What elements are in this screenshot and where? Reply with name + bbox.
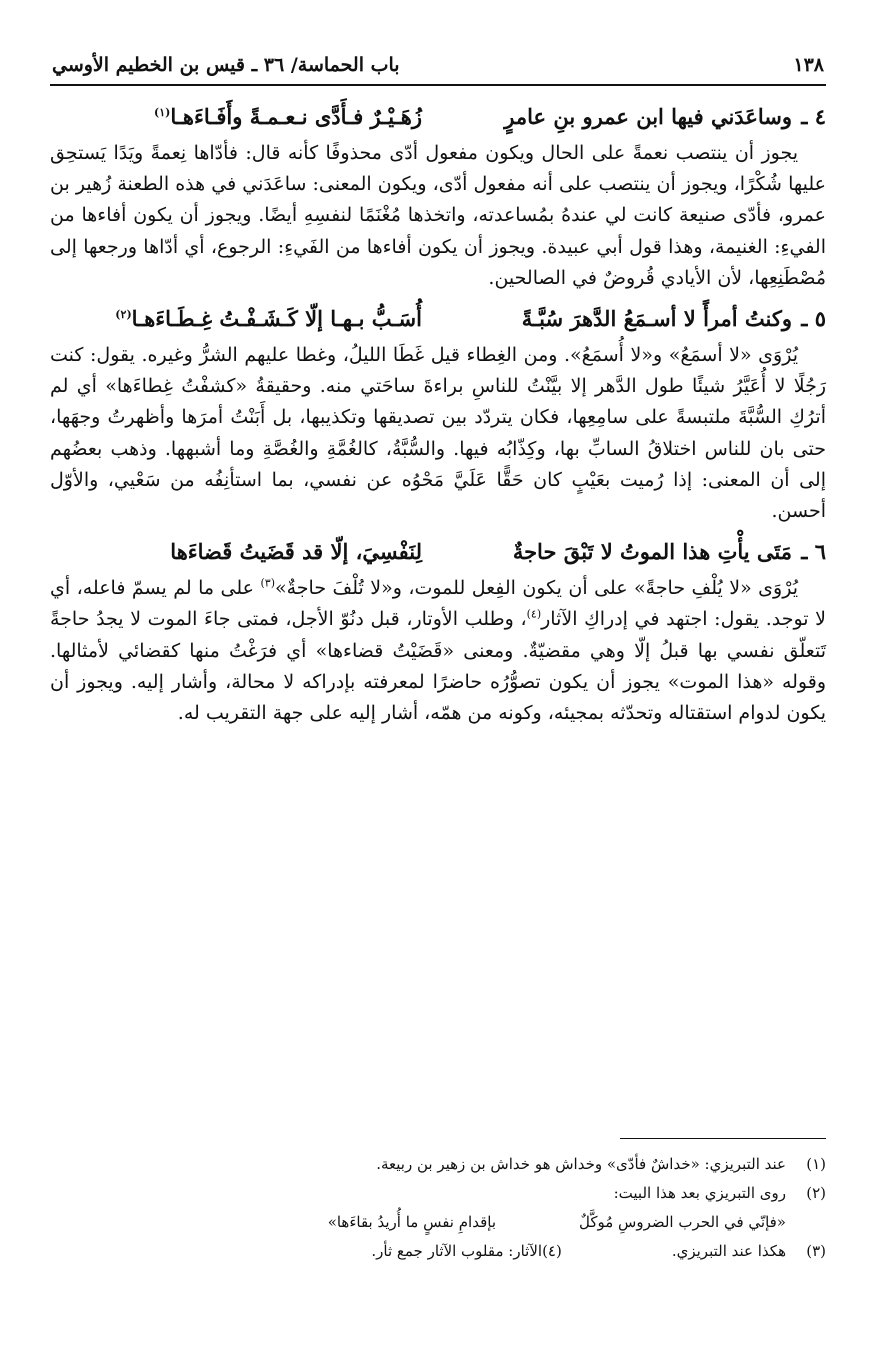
commentary-text: ، وطلب الأوتار، قبل دنُوّ الأجل، فمتى جاءَ الموت لا يجدُ حاجةً تَتعلّق نفسي بها قبلُ إلّا وهي مقضيّةٌ. ومعنى «قَضَيْتُ قضاءها» أي فرَغْتُ منها كقضائي لأمثالها. وقوله «هذا الموت» يجوز أن يكون تصوُّرُه حاضرًا لمعرفته بإدراكه لا محالة، وأشار إليه. ويجوز أن يكون لدوام استقتاله وتحدّثه بمجيئه، وكونه من همّه، أشار إليه على جهة التقريب له.	[50, 608, 826, 725]
running-header	[50, 48, 826, 86]
verse-second-hemistich: لِنَفْسِيَ، إلّا قد قَضَيتُ قَضاءَها	[170, 539, 422, 565]
verse-6	[50, 535, 826, 569]
footnote-1	[50, 1150, 826, 1179]
footnote-text: هكذا عند التبريزي.	[671, 1242, 786, 1260]
footnote-marker: (٢)	[115, 308, 132, 322]
commentary-text: يُرْوَى «لا يُلْفِ حاجةً» على أن يكون الفِعل للموت، و«لا تُلْفَ حاجةٌ»	[274, 577, 798, 600]
footnote-2	[50, 1179, 826, 1208]
verse-5	[50, 302, 826, 336]
footnote-number: (٢)	[806, 1184, 826, 1202]
commentary-paragraph	[50, 573, 826, 729]
verse-number: ٦ ـ	[801, 539, 826, 565]
verse-second-hemistich	[50, 100, 422, 134]
commentary-paragraph: يُرْوَى «لا أسمَعُ» و«لا أُسمَعُ». ومن الغِطاء قيل غَطَا الليلُ، وغطا عليهم الشرُّ وغيره. يقول: كنت رَجُلًا لا أُعَيَّرُ شيئًا طول الدَّهر إلا بيَّنْتُ للناسِ براءةَ ساحَتي منه. وحقيقةُ «كشفْتُ غِطاءَها» أي لم أترُكِ السُّبَّةَ ملتبسةً على سامِعِها، فكان يتردّد بين تصديقها وتكذيبها، بل أَبَنْتُ أمرَها وأظهرتُ وجهَها، حتى بان للناس اختلاقُ السابِّ بها، وكِذّابُه فيها. والسُّبَّةُ، كالغُمَّةِ والغُصَّةِ وما أشبهها. وذهب بعضُهم إلى أن المعنى: إذا رُميت بعَيْبٍ كان حَقًّا عَلَيَّ مَحْوُه عن نفسي، بما استأنِفُه من سَعْيي، والأوّل أحسن.	[50, 344, 826, 523]
verse-first-hemistich: وساعَدَني فيها ابن عمرو بنِ عامرٍ	[504, 104, 792, 129]
footnote-3-4	[50, 1237, 826, 1266]
couplet-first-hemistich: «فإنّي في الحرب الضروسِ مُوكَّلٌ	[578, 1213, 786, 1231]
verse-4	[50, 100, 826, 134]
verse-first-hemistich: وكنتُ أمرأً لا أسـمَعُ الدَّهرَ سُبَّـةً	[521, 306, 792, 332]
commentary-text: على ما لم يسمّ فاعله، أي لا توجد. يقول: اجتهد في إدراكِ الآثار	[50, 577, 827, 631]
footnote-number: (١)	[806, 1155, 826, 1173]
footnote-text: الآثار: مقلوب الآثار جمع ثأر.	[371, 1242, 543, 1260]
footnote-text: روى التبريزي بعد هذا البيت:	[613, 1184, 786, 1202]
couplet-second-hemistich: بإقدامِ نفسٍ ما أُريدُ بقاءَها»	[327, 1213, 496, 1231]
commentary-paragraph: يجوز أن ينتصب نعمةً على الحال ويكون مفعول أدّى محذوفًا كأنه قال: فأدّاها نِعمةً ويَدًا يَستحِق عليها شُكْرًا، ويجوز أن ينتصب على أنه مفعول أدّى، ويكون المعنى: ساعَدَني في هذه الطعنة زُهير بن عمرو، فأدّى صنيعة كانت لي عندهُ بمُساعدته، واتخذها مُغْنَمًا لنفسِهِ أيضًا. ويجوز أن يكون أفاءها من الفيءِ: الغنيمة، وهذا قول أبي عبيدة. ويجوز أن يكون أفاءها من الفَيءِ: الرجوع، أي أدّاها ورجعها إلى مُصْطَنِعِها، لأن الأيادي قُروضٌ في الصالحين.	[50, 142, 826, 289]
footnote-text: عند التبريزي: «خداشٌ فأدّى» وخداش هو خداش بن زهير بن ربيعة.	[376, 1155, 786, 1173]
footnote-2-couplet	[50, 1208, 826, 1237]
page-number: ١٣٨	[793, 54, 824, 76]
verse-second-hemistich-text: زُهَـيْـرٌ فـأَدَّى نـعـمـةً وأَفَـاءَهـا	[170, 104, 422, 129]
footnotes	[50, 1150, 826, 1266]
verse-number: ٥ ـ	[801, 306, 826, 332]
footnote-marker: (٤)	[526, 608, 542, 622]
footnote-marker: (٣)	[260, 576, 275, 590]
verse-second-hemistich	[50, 302, 422, 336]
footnote-marker: (١)	[153, 106, 171, 119]
verse-first-hemistich: مَتَى يأْتِ هذا الموتُ لا تَبْقَ حاجةٌ	[512, 539, 792, 565]
verse-number: ٤ ـ	[801, 104, 826, 129]
verse-second-hemistich-text: أُسَـبُّ بـهـا إلّا كَـشَـفْـتُ غِـطَـاءَهـا	[131, 306, 422, 332]
footnote-divider	[620, 1138, 826, 1139]
footnote-number: (٤)	[542, 1242, 562, 1260]
footnote-number: (٣)	[806, 1242, 826, 1260]
book-page	[50, 48, 826, 1328]
chapter-title: باب الحماسة/ ٣٦ ـ قيس بن الخطيم الأوسي	[52, 54, 400, 76]
